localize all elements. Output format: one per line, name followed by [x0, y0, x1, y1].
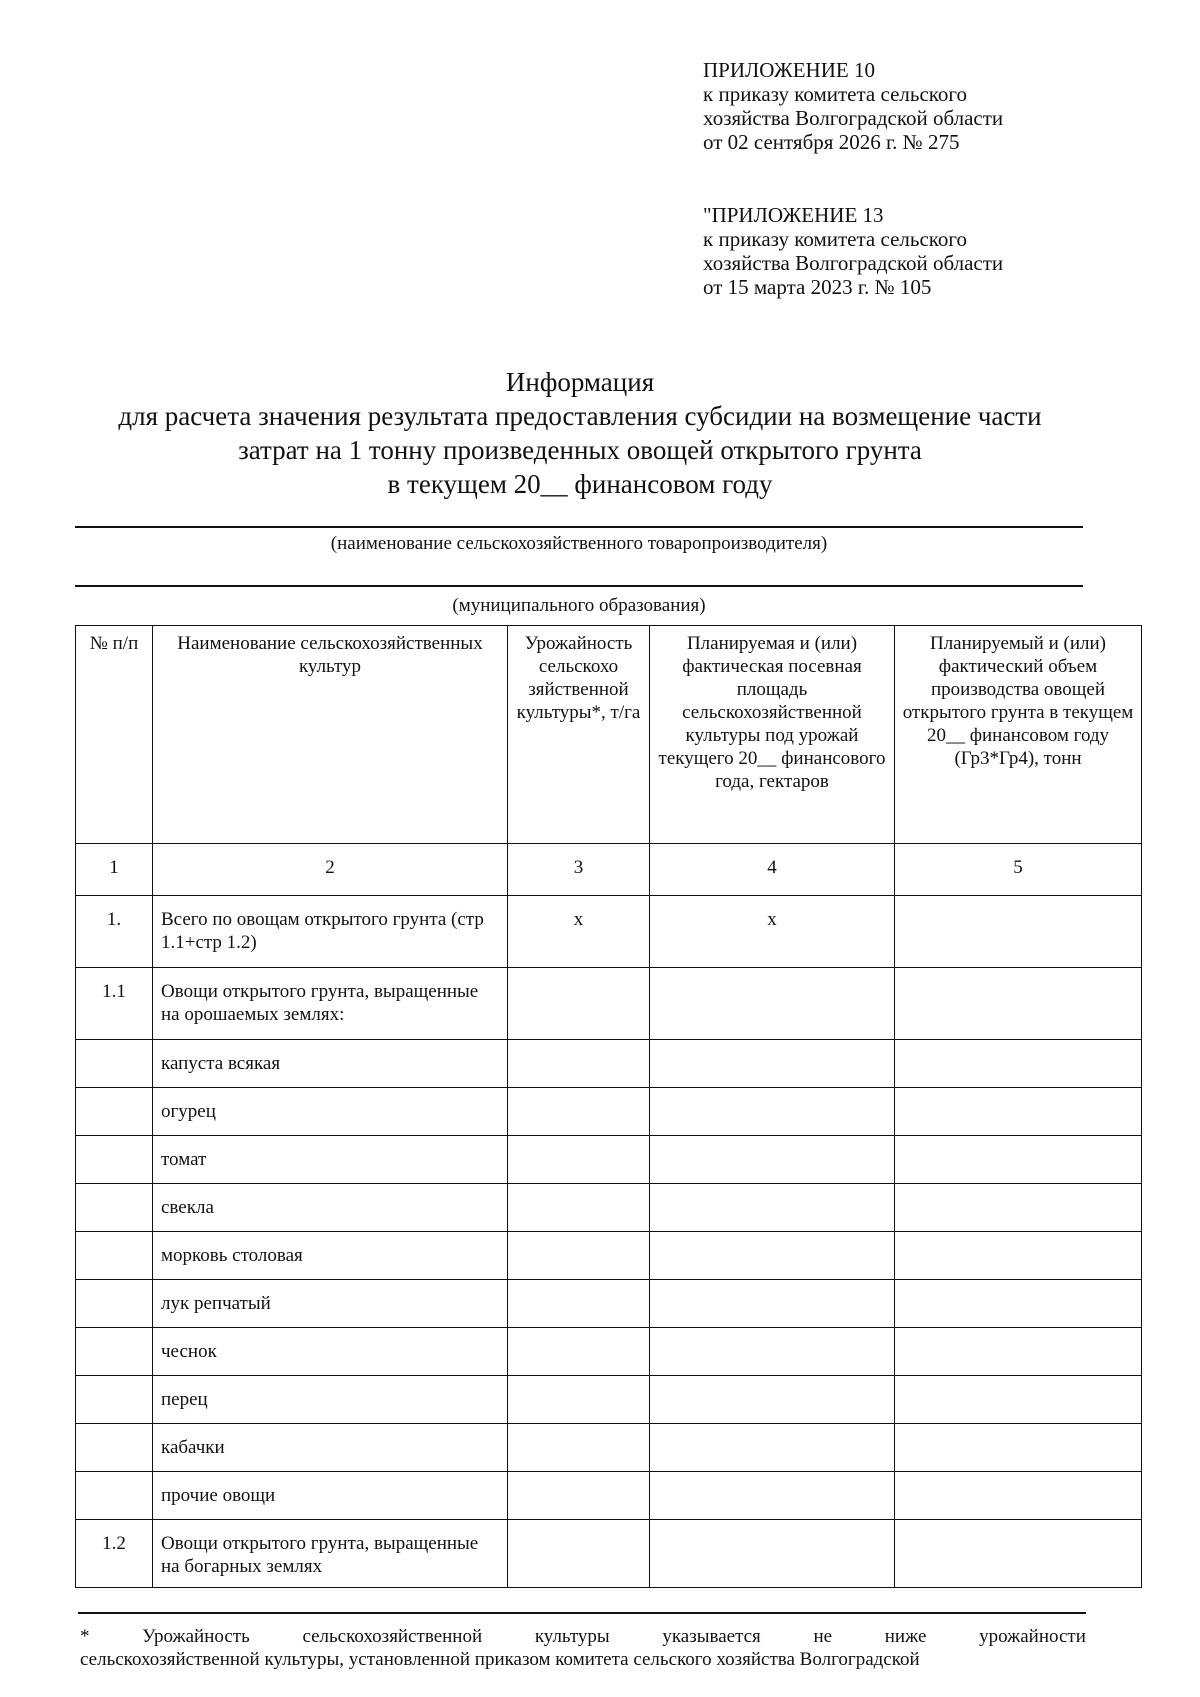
- footnote-word: ниже: [884, 1626, 927, 1647]
- header-cell-name: Наименование сельскохозяйственных культур: [153, 626, 508, 844]
- appendix-line: от 02 сентября 2026 г. № 275: [703, 130, 960, 154]
- crop-name-cell: Овощи открытого грунта, выращенные на богарных землях: [153, 1520, 508, 1588]
- row-number-cell: [76, 1280, 153, 1328]
- appendix-line: от 15 марта 2023 г. № 105: [703, 275, 932, 299]
- row-number-cell: [76, 1424, 153, 1472]
- column-number: 4: [650, 844, 895, 896]
- volume-cell: [895, 1424, 1142, 1472]
- yield-cell: х: [508, 896, 650, 968]
- volume-cell: [895, 1040, 1142, 1088]
- table-row: [76, 968, 1142, 1040]
- volume-cell: [895, 1232, 1142, 1280]
- area-cell: [650, 1472, 895, 1520]
- table-row: [76, 1040, 1142, 1088]
- footnote-word: *: [80, 1626, 90, 1647]
- table-row: [76, 1280, 1142, 1328]
- appendix-line: "ПРИЛОЖЕНИЕ 13: [703, 203, 884, 227]
- table-row: [76, 1328, 1142, 1376]
- footnote-line-2: сельскохозяйственной культуры, установленной приказом комитета сельского хозяйства Волгоградской: [80, 1649, 920, 1670]
- area-cell: [650, 1232, 895, 1280]
- row-number-cell: [76, 1232, 153, 1280]
- row-number-cell: 1.1: [76, 968, 153, 1040]
- row-number-cell: [76, 1472, 153, 1520]
- area-cell: [650, 1136, 895, 1184]
- yield-cell: [508, 1328, 650, 1376]
- header-cell-volume: Планируемый и (или) фактический объем производства овощей открытого грунта в текущем 20__ финансовом году (Гр3*Гр4), тонн: [895, 626, 1142, 844]
- yield-cell: [508, 1424, 650, 1472]
- volume-cell: [895, 1376, 1142, 1424]
- yield-cell: [508, 1088, 650, 1136]
- yield-cell: [508, 1136, 650, 1184]
- table-body: [76, 896, 1142, 1588]
- table-row: [76, 1520, 1142, 1588]
- yield-cell: [508, 1472, 650, 1520]
- row-number-cell: [76, 1328, 153, 1376]
- appendix-line: к приказу комитета сельского: [703, 82, 968, 106]
- crop-name-cell: чеснок: [153, 1328, 508, 1376]
- title-line: Информация: [505, 367, 655, 397]
- footnote: [80, 1625, 1086, 1671]
- table-row: [76, 1424, 1142, 1472]
- footnote-word: урожайности: [979, 1626, 1086, 1647]
- volume-cell: [895, 1184, 1142, 1232]
- table-row: [76, 896, 1142, 968]
- appendix-line: к приказу комитета сельского: [703, 227, 968, 251]
- table-row: [76, 1232, 1142, 1280]
- data-table: [75, 625, 1142, 1588]
- yield-cell: [508, 1520, 650, 1588]
- appendix-header-13: [703, 203, 1003, 299]
- volume-cell: [895, 1280, 1142, 1328]
- crop-name-cell: томат: [153, 1136, 508, 1184]
- area-cell: [650, 1184, 895, 1232]
- row-number-cell: [76, 1184, 153, 1232]
- column-number: 5: [895, 844, 1142, 896]
- yield-cell: [508, 968, 650, 1040]
- area-cell: [650, 1520, 895, 1588]
- column-number-row: [76, 844, 1142, 896]
- footnote-word: сельскохозяйственной: [302, 1626, 483, 1647]
- area-cell: х: [650, 896, 895, 968]
- table-row: [76, 1136, 1142, 1184]
- table-header-row: [76, 626, 1142, 844]
- table-row: [76, 1088, 1142, 1136]
- appendix-line: хозяйства Волгоградской области: [703, 251, 1004, 275]
- footnote-separator: [78, 1612, 1086, 1614]
- volume-cell: [895, 968, 1142, 1040]
- footnote-line-1: [80, 1625, 1086, 1648]
- crop-name-cell: лук репчатый: [153, 1280, 508, 1328]
- crop-name-cell: морковь столовая: [153, 1232, 508, 1280]
- volume-cell: [895, 1328, 1142, 1376]
- municipality-caption: (муниципального образования): [452, 595, 706, 616]
- crop-name-cell: перец: [153, 1376, 508, 1424]
- crop-name-cell: огурец: [153, 1088, 508, 1136]
- yield-cell: [508, 1376, 650, 1424]
- area-cell: [650, 1280, 895, 1328]
- volume-cell: [895, 1136, 1142, 1184]
- header-cell-yield: Урожайность сельскохо зяйственной культуры*, т/га: [508, 626, 650, 844]
- row-number-cell: [76, 1136, 153, 1184]
- appendix-line: хозяйства Волгоградской области: [703, 106, 1004, 130]
- appendix-header-10: [703, 58, 1003, 154]
- column-number: 3: [508, 844, 650, 896]
- title-line: для расчета значения результата предоставления субсидии на возмещение части: [118, 401, 1042, 431]
- footnote-word: культуры: [534, 1626, 610, 1647]
- row-number-cell: [76, 1040, 153, 1088]
- municipality-fill-line: [75, 585, 1083, 587]
- crop-name-cell: Всего по овощам открытого грунта (стр 1.1+стр 1.2): [153, 896, 508, 968]
- yield-cell: [508, 1184, 650, 1232]
- row-number-cell: 1.: [76, 896, 153, 968]
- producer-caption: (наименование сельскохозяйственного товаропроизводителя): [330, 533, 828, 554]
- row-number-cell: 1.2: [76, 1520, 153, 1588]
- title-line: в текущем 20__ финансовом году: [387, 469, 773, 499]
- header-cell-number: № п/п: [76, 626, 153, 844]
- table-row: [76, 1184, 1142, 1232]
- footnote-word: Урожайность: [142, 1626, 250, 1647]
- row-number-cell: [76, 1088, 153, 1136]
- area-cell: [650, 1040, 895, 1088]
- volume-cell: [895, 1088, 1142, 1136]
- yield-cell: [508, 1232, 650, 1280]
- table-row: [76, 1376, 1142, 1424]
- header-cell-area: Планируемая и (или) фактическая посевная площадь сельскохозяйственной культуры под урожай текущего 20__ финансового года, гектаров: [650, 626, 895, 844]
- crop-name-cell: Овощи открытого грунта, выращенные на орошаемых землях:: [153, 968, 508, 1040]
- appendix-line: ПРИЛОЖЕНИЕ 10: [703, 58, 875, 82]
- crop-name-cell: свекла: [153, 1184, 508, 1232]
- crop-name-cell: капуста всякая: [153, 1040, 508, 1088]
- title-line: затрат на 1 тонну произведенных овощей открытого грунта: [238, 435, 922, 465]
- table-row: [76, 1472, 1142, 1520]
- footnote-word: не: [813, 1626, 833, 1647]
- volume-cell: [895, 1472, 1142, 1520]
- area-cell: [650, 1424, 895, 1472]
- area-cell: [650, 1376, 895, 1424]
- area-cell: [650, 968, 895, 1040]
- area-cell: [650, 1328, 895, 1376]
- volume-cell: [895, 1520, 1142, 1588]
- column-number: 1: [76, 844, 153, 896]
- crop-name-cell: кабачки: [153, 1424, 508, 1472]
- document-title: [60, 365, 1100, 501]
- row-number-cell: [76, 1376, 153, 1424]
- volume-cell: [895, 896, 1142, 968]
- crop-name-cell: прочие овощи: [153, 1472, 508, 1520]
- area-cell: [650, 1088, 895, 1136]
- column-number: 2: [153, 844, 508, 896]
- yield-cell: [508, 1280, 650, 1328]
- yield-cell: [508, 1040, 650, 1088]
- producer-fill-line: [75, 526, 1083, 528]
- footnote-word: указывается: [662, 1626, 761, 1647]
